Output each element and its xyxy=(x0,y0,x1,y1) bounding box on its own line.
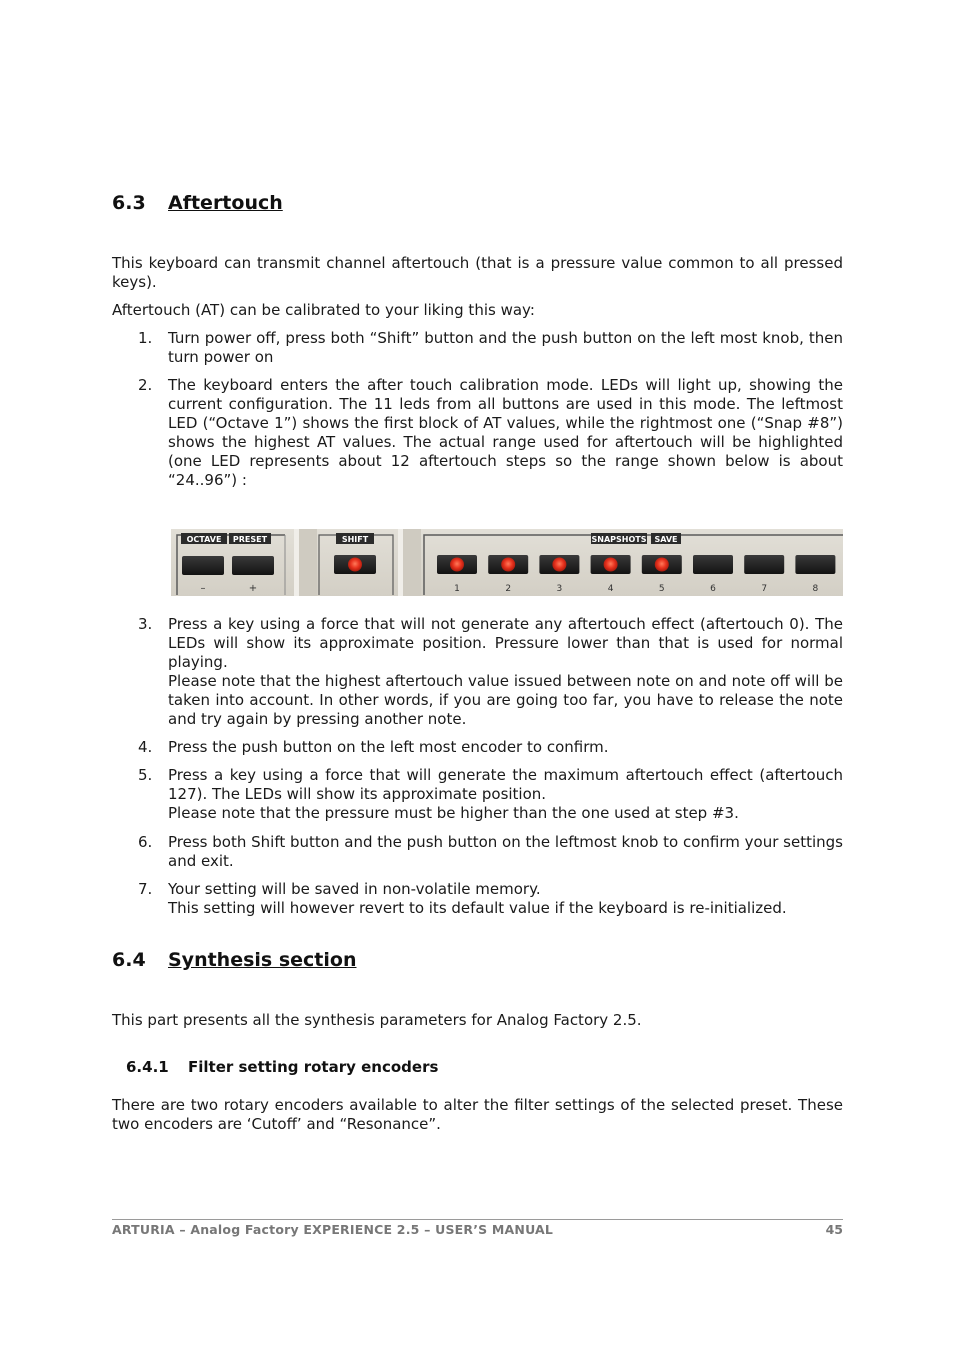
snapshot-number-8: 8 xyxy=(812,584,819,594)
list-text: Press a key using a force that will generate the maximum aftertouch effect (aftertouch 127). The LEDs will show its approximate position. xyxy=(168,766,843,803)
list-text: Turn power off, press both “Shift” button and the push button on the left most knob, then turn power on xyxy=(168,329,843,366)
section-heading-6-4 xyxy=(112,949,356,971)
snapshot-number-6: 6 xyxy=(710,584,716,594)
list-text: Press a key using a force that will not generate any aftertouch effect (aftertouch 0). The LEDs will show its approximate position. Pressure lower than that is used for normal playing. xyxy=(168,615,843,671)
snapshot-led-3 xyxy=(552,558,566,572)
octave-label: OCTAVE xyxy=(186,535,222,544)
subsection-number: 6.4.1 xyxy=(126,1058,169,1076)
list-number: 1. xyxy=(138,329,153,347)
list-text: The keyboard enters the after touch calibration mode. LEDs will light up, showing the current configuration. The 11 leds from all buttons are used in this mode. The leftmost LED (“Octave 1”) shows the first block of AT values, while the rightmost one (“Snap #8”) shows the highest AT values. The actual range used for aftertouch will be highlighted (one LED represents about 12 aftertouch steps so the range shown below is about “24..96”) : xyxy=(168,376,843,489)
subsection-heading-6-4-1 xyxy=(126,1058,438,1076)
octave-plus-button[interactable] xyxy=(232,556,274,575)
synthesis-intro: This part presents all the synthesis parameters for Analog Factory 2.5. xyxy=(112,1011,642,1029)
snapshots-label: SNAPSHOTS xyxy=(591,535,647,544)
list-note: This setting will however revert to its default value if the keyboard is re-initialized. xyxy=(168,899,787,917)
calibration-intro: Aftertouch (AT) can be calibrated to your liking this way: xyxy=(112,301,535,319)
list-text: Your setting will be saved in non-volatile memory. xyxy=(168,880,541,898)
snapshot-led-5 xyxy=(655,558,669,572)
section-title: Synthesis section xyxy=(168,949,357,971)
list-text: Press both Shift button and the push button on the leftmost knob to confirm your settings and exit. xyxy=(168,833,843,870)
page-number: 45 xyxy=(825,1222,843,1237)
list-note: Please note that the pressure must be higher than the one used at step #3. xyxy=(168,804,739,822)
footer-title: ARTURIA – Analog Factory EXPERIENCE 2.5 – USER’S MANUAL xyxy=(112,1222,554,1237)
list-number: 7. xyxy=(138,880,153,898)
snapshot-led-2 xyxy=(501,558,515,572)
subsection-title: Filter setting rotary encoders xyxy=(188,1058,439,1076)
snapshot-button-7[interactable] xyxy=(744,555,784,574)
plus-label: + xyxy=(248,583,258,594)
section-number: 6.4 xyxy=(112,949,146,971)
preset-label: PRESET xyxy=(232,535,268,544)
footer-divider xyxy=(112,1219,843,1220)
snapshot-number-1: 1 xyxy=(454,584,460,594)
octave-minus-button[interactable] xyxy=(182,556,224,575)
shift-label: SHIFT xyxy=(341,535,369,544)
snapshot-button-8[interactable] xyxy=(795,555,835,574)
snapshot-number-2: 2 xyxy=(505,584,512,594)
snapshot-led-1 xyxy=(450,558,464,572)
snapshot-number-3: 3 xyxy=(556,584,563,594)
save-label: SAVE xyxy=(654,535,678,544)
filter-paragraph: There are two rotary encoders available to alter the filter settings of the selected preset. These two encoders are ‘Cutoff’ and “Resonance”. xyxy=(112,1096,843,1133)
list-number: 3. xyxy=(138,615,153,633)
snapshot-number-7: 7 xyxy=(761,584,768,594)
snapshot-number-5: 5 xyxy=(658,584,665,594)
list-number: 6. xyxy=(138,833,153,851)
section-number: 6.3 xyxy=(112,192,146,214)
snapshot-number-4: 4 xyxy=(607,584,614,594)
keyboard-button-panel-image xyxy=(171,529,843,596)
section-title: Aftertouch xyxy=(168,192,283,214)
snapshot-led-4 xyxy=(604,558,618,572)
shift-led xyxy=(348,558,362,572)
section-heading-6-3 xyxy=(112,192,283,214)
intro-paragraph: This keyboard can transmit channel aftertouch (that is a pressure value common to all pressed keys). xyxy=(112,254,843,291)
minus-label: – xyxy=(200,583,206,594)
list-number: 2. xyxy=(138,376,153,394)
list-note: Please note that the highest aftertouch value issued between note on and note off will be taken into account. In other words, if you are going too far, you have to release the note and try again by pressing another note. xyxy=(168,672,843,728)
list-number: 5. xyxy=(138,766,153,784)
snapshot-button-6[interactable] xyxy=(693,555,733,574)
list-text: Press the push button on the left most encoder to confirm. xyxy=(168,738,609,756)
list-number: 4. xyxy=(138,738,153,756)
